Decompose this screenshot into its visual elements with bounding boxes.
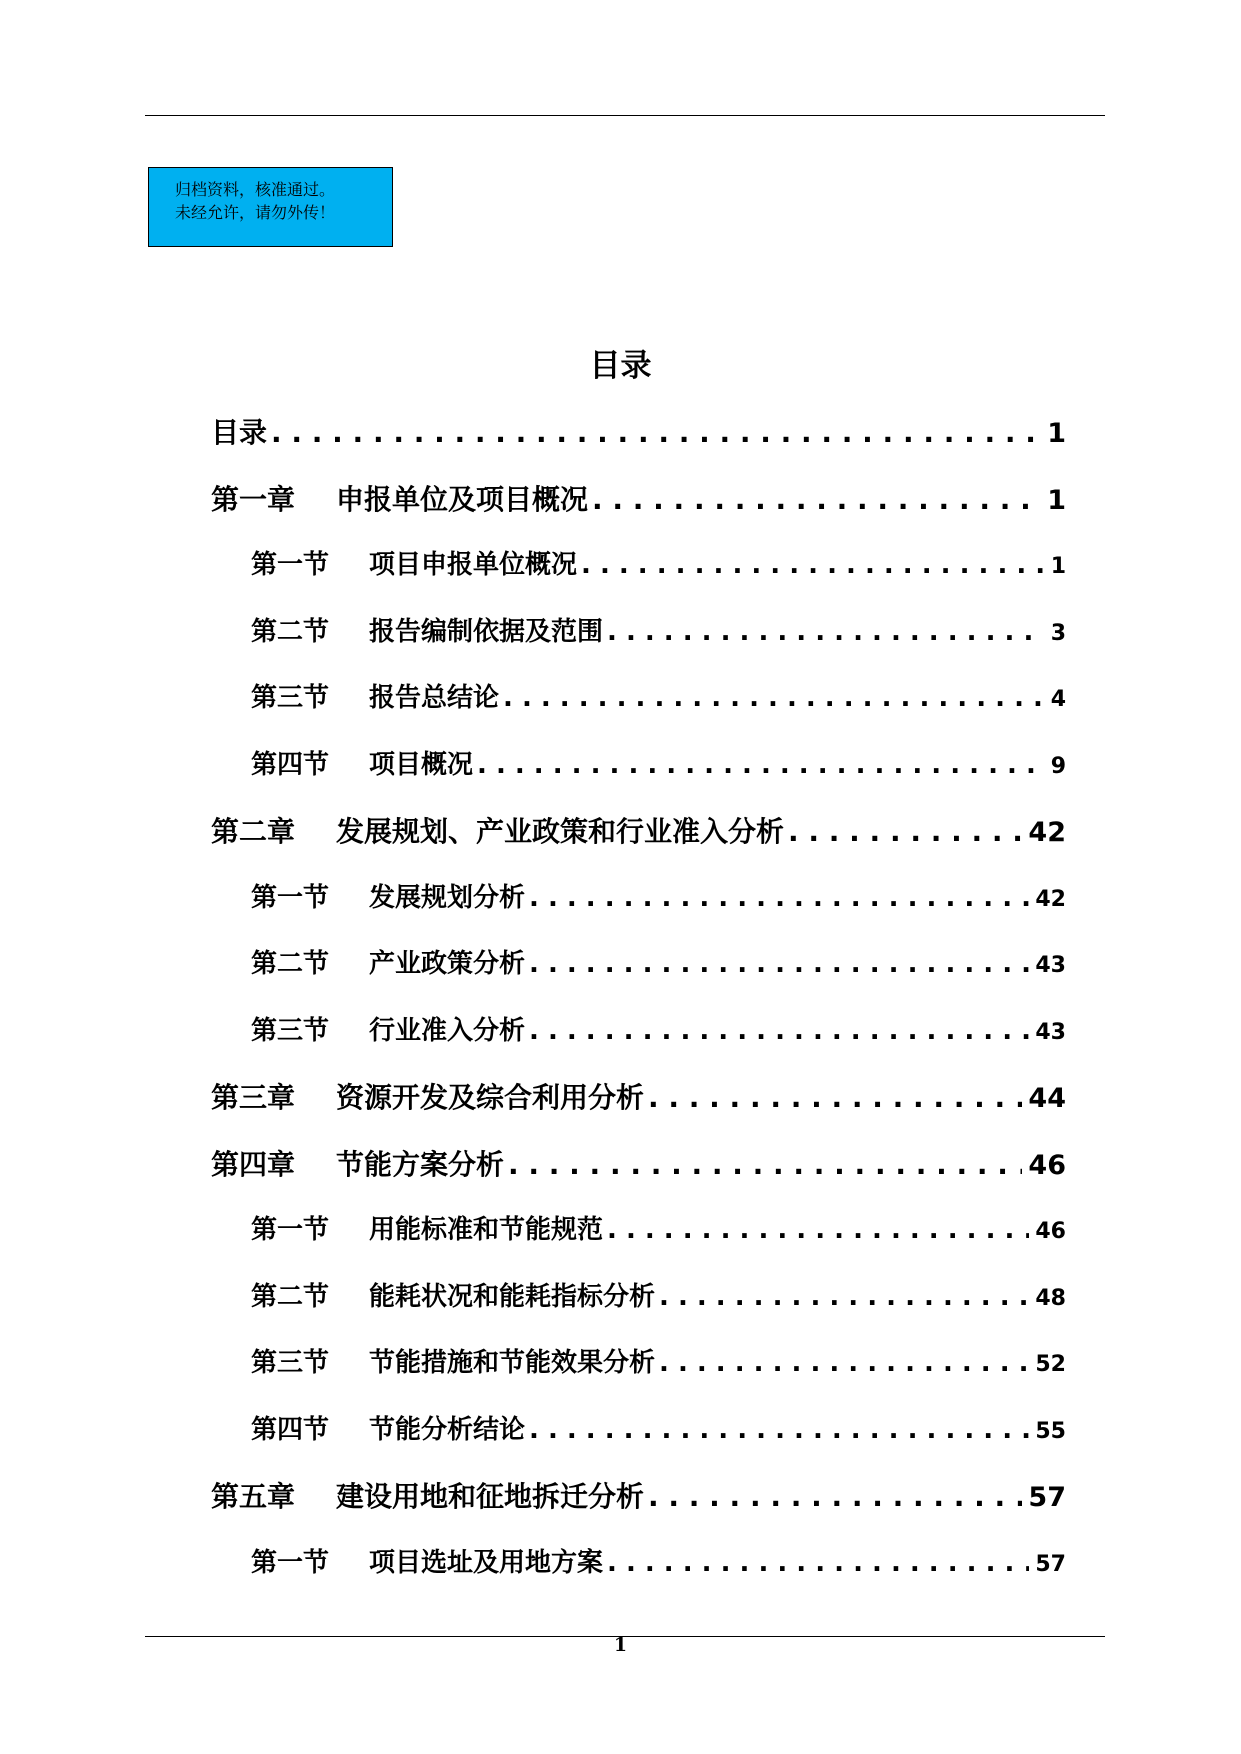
toc-entry-page: 44 (1028, 1083, 1066, 1114)
toc-entry-title: 项目概况 (369, 749, 474, 780)
toc-entry-chapter[interactable] (211, 1143, 1066, 1183)
toc-dot-leader (659, 1348, 1029, 1378)
toc-entry-number: 第一节 (251, 882, 330, 913)
toc-entry-title: 项目申报单位概况 (369, 550, 578, 580)
toc-entry-title: 发展规划、产业政策和行业准入分析 (336, 815, 785, 848)
toc-dot-leader (648, 1081, 1022, 1114)
toc-entry-section[interactable] (251, 611, 1066, 648)
toc-entry-page: 43 (1035, 953, 1066, 978)
toc-dot-leader (503, 683, 1045, 713)
toc-entry-section[interactable] (251, 544, 1066, 581)
toc-entry-page: 46 (1035, 1219, 1066, 1244)
toc-dot-leader (477, 750, 1045, 780)
toc-entry-page: 1 (1047, 484, 1066, 516)
toc-entry-number: 第四节 (251, 749, 330, 780)
toc-dot-leader (508, 1148, 1022, 1181)
toc-entry-number: 第一节 (251, 1215, 330, 1245)
toc-dot-leader (788, 815, 1022, 848)
toc-entry-page: 55 (1035, 1418, 1066, 1444)
toc-entry-page: 1 (1047, 418, 1066, 449)
toc-dot-leader (529, 949, 1029, 979)
toc-entry-number: 第二节 (251, 1281, 330, 1312)
toc-entry-title: 申报单位及项目概况 (336, 482, 589, 516)
toc-entry-page: 46 (1028, 1149, 1066, 1181)
toc-entry-section[interactable] (251, 1409, 1066, 1446)
toc-entry-number: 第三节 (251, 1348, 330, 1378)
toc-dot-leader (271, 416, 1041, 449)
toc-entry-number: 第一章 (211, 482, 296, 516)
toc-entry-page: 42 (1028, 817, 1066, 848)
toc-entry-page: 3 (1050, 620, 1066, 646)
toc-entry-chapter[interactable] (211, 1076, 1066, 1116)
toc-entry-chapter[interactable] (211, 1475, 1066, 1515)
toc-entry-number: 第一节 (251, 1547, 330, 1578)
toc-entry-title: 报告总结论 (369, 683, 500, 713)
toc-entry-page: 1 (1050, 554, 1066, 579)
toc-dot-leader (592, 483, 1041, 516)
toc-entry-section[interactable] (251, 877, 1066, 914)
toc-entry-page: 4 (1050, 687, 1066, 712)
toc-dot-leader (659, 1282, 1029, 1312)
toc-entry-number: 第五章 (211, 1480, 296, 1513)
toc-entry-page: 52 (1035, 1352, 1066, 1377)
toc-entry-page: 43 (1035, 1019, 1066, 1045)
page-number: 1 (613, 1634, 628, 1656)
toc-dot-leader (607, 617, 1045, 647)
toc-dot-leader (529, 1016, 1029, 1046)
toc-entry-section[interactable] (251, 1010, 1066, 1047)
toc-entry-section[interactable] (251, 1342, 1066, 1379)
toc-entry-number: 第一节 (251, 550, 330, 580)
stamp-line-1: 归档资料，核准通过。 (175, 180, 336, 199)
toc-heading: 目录 (589, 348, 652, 384)
toc-entry-title: 发展规划分析 (369, 882, 526, 913)
toc-entry-title: 能耗状况和能耗指标分析 (369, 1281, 656, 1312)
stamp-line-2: 未经允许，请勿外传！ (175, 203, 336, 222)
toc-entry-number: 第三节 (251, 683, 330, 713)
toc-entry-title: 节能方案分析 (336, 1147, 505, 1181)
toc-dot-leader (529, 1415, 1029, 1445)
toc-entry-title: 资源开发及综合利用分析 (336, 1081, 645, 1114)
toc-entry-section[interactable] (251, 943, 1066, 980)
toc-entry-page: 9 (1050, 753, 1066, 779)
toc-entry-section[interactable] (251, 677, 1066, 714)
toc-entry-number: 第二节 (251, 949, 330, 979)
toc-entry-section[interactable] (251, 1276, 1066, 1313)
toc-entry-number: 第三节 (251, 1015, 330, 1046)
toc-entry-section[interactable] (251, 744, 1066, 781)
toc-entry-title: 产业政策分析 (369, 949, 526, 979)
toc-entry-contents[interactable] (211, 411, 1066, 451)
toc-dot-leader (648, 1480, 1022, 1513)
toc-entry-chapter[interactable] (211, 810, 1066, 850)
toc-entry-number: 第四节 (251, 1414, 330, 1445)
toc-entry-number: 第二章 (211, 815, 296, 848)
toc-entry-section[interactable] (251, 1209, 1066, 1246)
toc-dot-leader (607, 1215, 1029, 1245)
toc-entry-title: 节能分析结论 (369, 1414, 526, 1445)
toc-entry-title: 用能标准和节能规范 (369, 1215, 604, 1245)
toc-entry-number: 第二节 (251, 616, 330, 647)
toc-dot-leader (529, 883, 1029, 913)
toc-entry-title: 项目选址及用地方案 (369, 1547, 604, 1578)
toc-entry-title: 建设用地和征地拆迁分析 (336, 1480, 645, 1513)
toc-entry-page: 57 (1028, 1482, 1066, 1513)
toc-entry-chapter[interactable] (211, 478, 1066, 518)
toc-entry-title: 报告编制依据及范围 (369, 616, 604, 647)
toc-entry-page: 57 (1035, 1551, 1066, 1577)
toc-entry-section[interactable] (251, 1542, 1066, 1579)
toc-entry-title: 目录 (211, 416, 268, 449)
toc-entry-page: 48 (1035, 1285, 1066, 1311)
toc-dot-leader (607, 1548, 1029, 1578)
toc-entry-number: 第三章 (211, 1081, 296, 1114)
toc-dot-leader (581, 550, 1045, 580)
toc-entry-number: 第四章 (211, 1147, 296, 1181)
toc-entry-title: 节能措施和节能效果分析 (369, 1348, 656, 1378)
toc-entry-title: 行业准入分析 (369, 1015, 526, 1046)
toc-entry-page: 42 (1035, 886, 1066, 912)
